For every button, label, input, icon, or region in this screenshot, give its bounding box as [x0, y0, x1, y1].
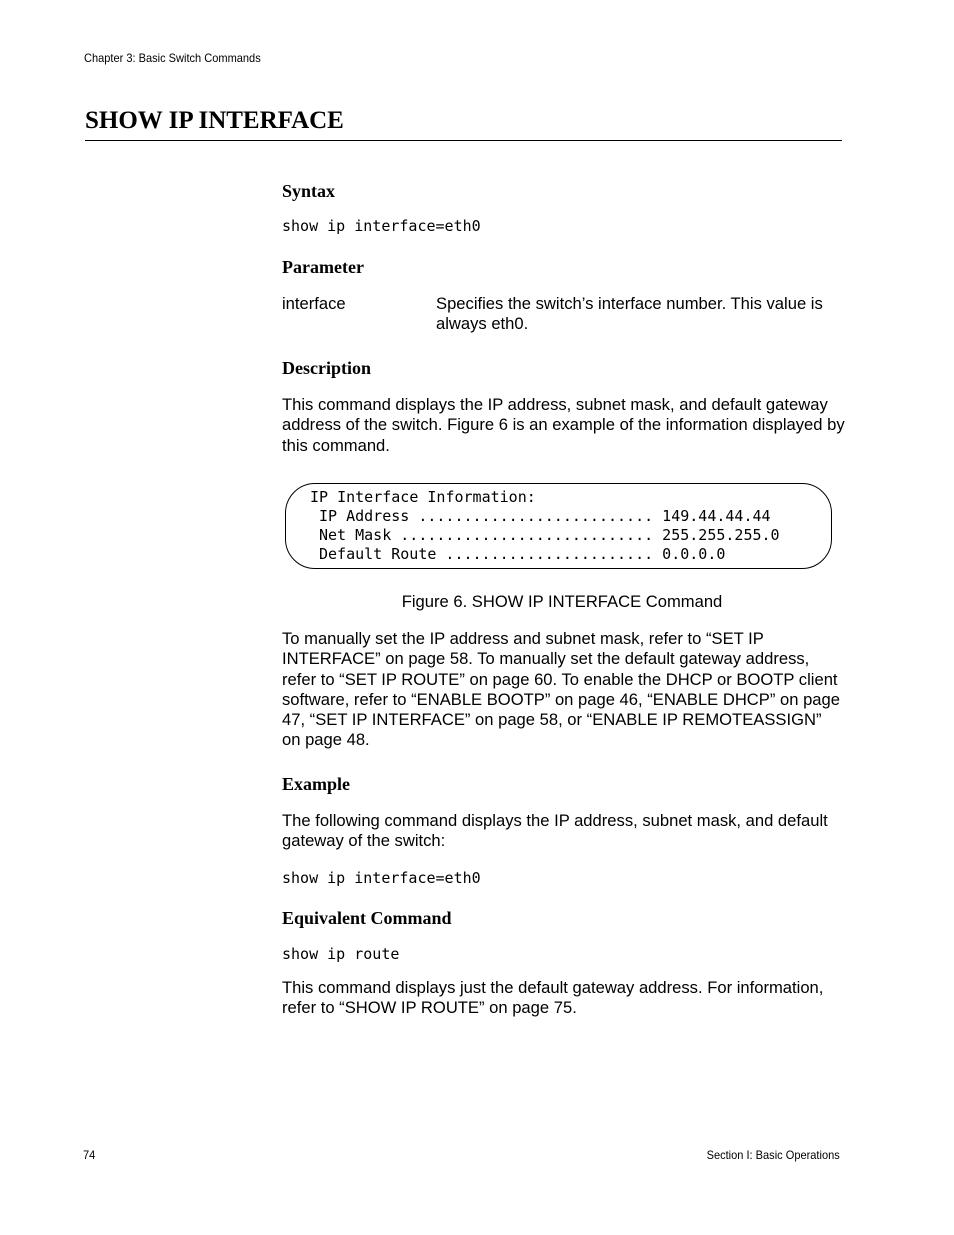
- example-text: The following command displays the IP address, subnet mask, and default gateway of the switch:: [282, 811, 828, 851]
- equivalent-text: This command displays just the default gateway address. For information, refer to “SHOW IP ROUTE” on page 75.: [282, 978, 824, 1018]
- figure-line-header: IP Interface Information:: [310, 488, 536, 506]
- equivalent-command: show ip route: [282, 945, 400, 963]
- running-header: Chapter 3: Basic Switch Commands: [84, 51, 261, 65]
- figure-line-net-mask: Net Mask ............................ 255.255.255.0: [319, 526, 780, 544]
- title-rule: [85, 140, 842, 141]
- syntax-command: show ip interface=eth0: [282, 217, 481, 235]
- description-text: This command displays the IP address, subnet mask, and default gateway address of the switch. Figure 6 is an example of the information displayed by this command.: [282, 395, 845, 455]
- equivalent-heading: Equivalent Command: [282, 908, 452, 928]
- parameter-name: interface: [282, 294, 346, 313]
- section-footer: Section I: Basic Operations: [706, 1148, 840, 1162]
- page-number: 74: [83, 1148, 96, 1162]
- figure-line-default-route: Default Route ....................... 0.0.0.0: [319, 545, 726, 563]
- parameter-heading: Parameter: [282, 257, 364, 277]
- description-heading: Description: [282, 358, 371, 378]
- figure-caption: Figure 6. SHOW IP INTERFACE Command: [401, 592, 723, 611]
- parameter-description: Specifies the switch’s interface number. This value is always eth0.: [436, 294, 823, 334]
- example-command: show ip interface=eth0: [282, 869, 481, 887]
- syntax-heading: Syntax: [282, 181, 336, 201]
- references-text: To manually set the IP address and subnet mask, refer to “SET IP INTERFACE” on page 58. To manually set the default gateway address, refer to “SET IP ROUTE” on page 60. To enable the DHCP or BOOTP client software, refer to “ENABLE BOOTP” on page 46, “ENABLE DHCP” on page 47, “SET IP INTERFACE” on page 58, or “ENABLE IP REMOTEASSIGN” on page 48.: [282, 629, 840, 750]
- example-heading: Example: [282, 774, 351, 794]
- page-title: SHOW IP INTERFACE: [85, 107, 344, 134]
- figure-box: [285, 483, 832, 569]
- figure-line-ip-address: IP Address .......................... 149.44.44.44: [319, 507, 771, 525]
